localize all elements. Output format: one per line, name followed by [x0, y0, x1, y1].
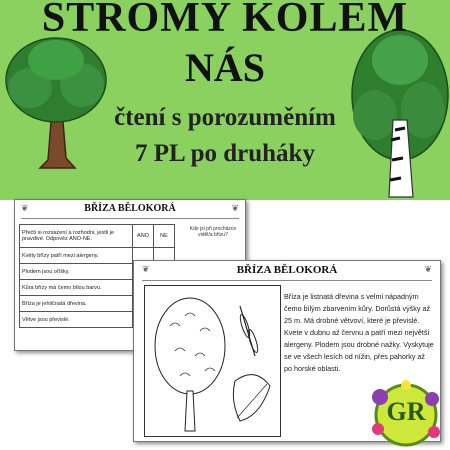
divider	[21, 218, 239, 219]
subtitle-line1: čtení s porozuměním	[114, 104, 336, 131]
birch-drawing-icon	[145, 286, 280, 436]
side-question: Kde jsi při procházce viděl/a břízu?	[189, 226, 237, 238]
worksheet-back-title: BŘÍZA BĚLOKORÁ	[84, 203, 176, 214]
ornament-icon: ❦	[21, 203, 29, 213]
table-row: Květy břízy patří mezi alergeny.	[20, 248, 175, 264]
gr-logo	[366, 377, 446, 447]
table-row: Bříza je jehličnatá dřevina.	[20, 296, 175, 312]
ornament-icon: ❦	[424, 264, 432, 274]
col-no: NE	[154, 225, 175, 248]
table-row: Kůra břízy má čemo bílou barvu.	[20, 280, 175, 296]
ornament-icon: ❦	[231, 203, 239, 213]
subtitle-line2: 7 PL po druháky	[135, 140, 315, 167]
worksheet-front-text: Bříza je listnatá dřevina s velmi nápadným čemo bílým zbarvením kůry. Dorůstá výšky až 25 m. Má drobné větvoví, které je převislé. Kvete v dubnu až červnu a patří mezi největší alergeny. Plodem jsou drobné nažky. Vyskytuje se ve všech lesích od nížin, přes pahorky až po horské oblasti.	[284, 292, 434, 373]
logo-text: GR	[386, 397, 426, 426]
title-banner	[0, 0, 450, 200]
page-title-line1: STROMY KOLEM	[41, 0, 409, 41]
page-title-line2: NÁS	[184, 45, 266, 90]
worksheet-front-title: BŘÍZA BĚLOKORÁ	[236, 264, 338, 276]
table-row: Plodem jsou oříšky.	[20, 264, 175, 280]
ornament-icon: ❦	[142, 264, 150, 274]
table-row: Větve jsou převislé.	[20, 312, 175, 328]
birch-drawing-box	[144, 285, 281, 437]
col-yes: ANO	[133, 225, 154, 248]
divider	[142, 280, 432, 281]
quiz-instructions: Přečti si rozsazení a rozhodni, jestli je pravdivé. Odpověz ANO-NE.	[20, 225, 133, 248]
